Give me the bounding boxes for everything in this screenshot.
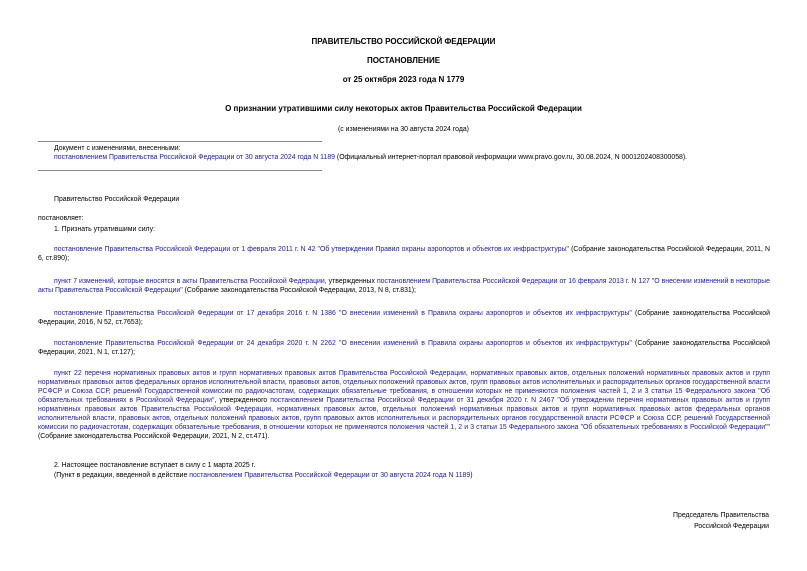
document-type: ПОСТАНОВЛЕНИЕ <box>366 56 441 65</box>
top-divider <box>38 141 322 142</box>
paragraph-5-link-2[interactable]: постановлением Правительства Российской Федерации от 31 декабря 2020 г. N 2467 "Об утверждении перечня нормативных правовых актов и групп нормативных правовых актов Правительства Российской Федерации, нормативных правовых актов, отдельных положений нормативных правовых актов и групп нормативных правовых актов федеральных органов исполнительной власти, правовых актов, отдельных положений правовых актов, групп правовых актов исполнительных и распорядительных органов государственной власти РСФСР и Союза ССР, решений Государственной комиссии по радиочастотам, содержащих обязательные требования, в отношении которых не применяются положения частей 1, 2 и 3 статьи 15 Федерального закона "Об обязательных требованиях в Российской Федерации"" <box>38 397 770 431</box>
government-name: Правительство Российской Федерации <box>54 196 180 203</box>
paragraph-2-source: (Собрание законодательства Российской Федерации, 2013, N 8, ст.831); <box>182 287 416 294</box>
revision-note: (с изменениями на 30 августа 2024 года) <box>338 126 469 133</box>
paragraph-2 <box>38 277 770 295</box>
changes-label: Документ с изменениями, внесенными: <box>54 145 181 152</box>
paragraph-4 <box>38 339 770 357</box>
paragraph-5-text: , утвержденного <box>214 397 271 404</box>
document-title: О признании утратившими силу некоторых актов Правительства Российской Федерации <box>225 104 582 113</box>
paragraph-2-link-2[interactable]: постановлением Правительства Российской Федерации от 16 февраля 2013 г. N 127 "О внесении изменений в некоторые акты Правительства Российской Федерации" <box>38 278 770 294</box>
changes-source: (Официальный интернет-портал правовой информации www.pravo.gov.ru, 30.08.2024, N 0001202408300058). <box>334 154 688 161</box>
paragraph-1-link[interactable]: постановление Правительства Российской Федерации от 1 февраля 2011 г. N 42 "Об утверждении Правил охраны аэропортов и объектов их инфраструктуры" <box>54 246 569 253</box>
paragraph-3-link[interactable]: постановление Правительства Российской Федерации от 17 декабря 2016 г. N 1386 "О внесении изменений в Правила охраны аэропортов и объектов их инфраструктуры" <box>54 310 632 317</box>
bottom-divider <box>38 170 322 171</box>
paragraph-5 <box>38 369 770 441</box>
date-number: от 25 октября 2023 года N 1779 <box>342 75 465 84</box>
paragraph-2-link-1[interactable]: пункт 7 изменений, которые вносятся в акты Правительства Российской Федерации <box>54 278 325 285</box>
item-1: 1. Признать утратившими силу: <box>54 226 155 233</box>
item-2-note-tail: ) <box>470 472 473 479</box>
paragraph-2-text: , утвержденных <box>324 278 377 285</box>
paragraph-5-source: (Собрание законодательства Российской Федерации, 2021, N 2, ст.471). <box>38 433 270 440</box>
paragraph-1 <box>38 245 770 263</box>
paragraph-5-link-1[interactable]: пункт 22 перечня нормативных правовых актов и групп нормативных правовых актов Правительства Российской Федерации, нормативных правовых актов, отдельных положений нормативных правовых актов и групп нормативных правовых актов федеральных органов исполнительной власти, правовых актов, отдельных положений правовых актов, групп правовых актов исполнительных и распорядительных органов государственной власти РСФСР и Союза ССР, решений Государственной комиссии по радиочастотам, содержащих обязательные требования, в отношении которых не применяются положения частей 1, 2 и 3 статьи 15 Федерального закона "Об обязательных требованиях в Российской Федерации" <box>38 370 770 404</box>
item-2: 2. Настоящее постановление вступает в силу с 1 марта 2025 г. <box>54 462 256 469</box>
decrees-word: постановляет: <box>38 215 84 222</box>
item-2-note-head: (Пункт в редакции, введенной в действие <box>54 472 190 479</box>
changes-link[interactable]: постановлением Правительства Российской Федерации от 30 августа 2024 года N 1189 <box>54 154 335 161</box>
item-2-note-link[interactable]: постановлением Правительства Российской Федерации от 30 августа 2024 года N 1189 <box>189 472 471 479</box>
paragraph-4-source: (Собрание законодательства Российской Федерации, 2021, N 1, ст.127); <box>38 340 770 356</box>
government-heading: ПРАВИТЕЛЬСТВО РОССИЙСКОЙ ФЕДЕРАЦИИ <box>311 37 496 46</box>
paragraph-3-source: (Собрание законодательства Российской Федерации, 2016, N 52, ст.7653); <box>38 310 770 326</box>
changes-line <box>54 153 784 162</box>
paragraph-1-source: (Собрание законодательства Российской Федерации, 2011, N 6, ст.890); <box>38 246 770 262</box>
signature-country: Российской Федерации <box>694 523 769 530</box>
paragraph-3 <box>38 309 770 327</box>
paragraph-4-link[interactable]: постановление Правительства Российской Федерации от 24 декабря 2020 г. N 2262 "О внесении изменений в Правила охраны аэропортов и объектов их инфраструктуры" <box>54 340 632 347</box>
item-2-note <box>54 471 473 480</box>
signature-position: Председатель Правительства <box>673 512 769 519</box>
